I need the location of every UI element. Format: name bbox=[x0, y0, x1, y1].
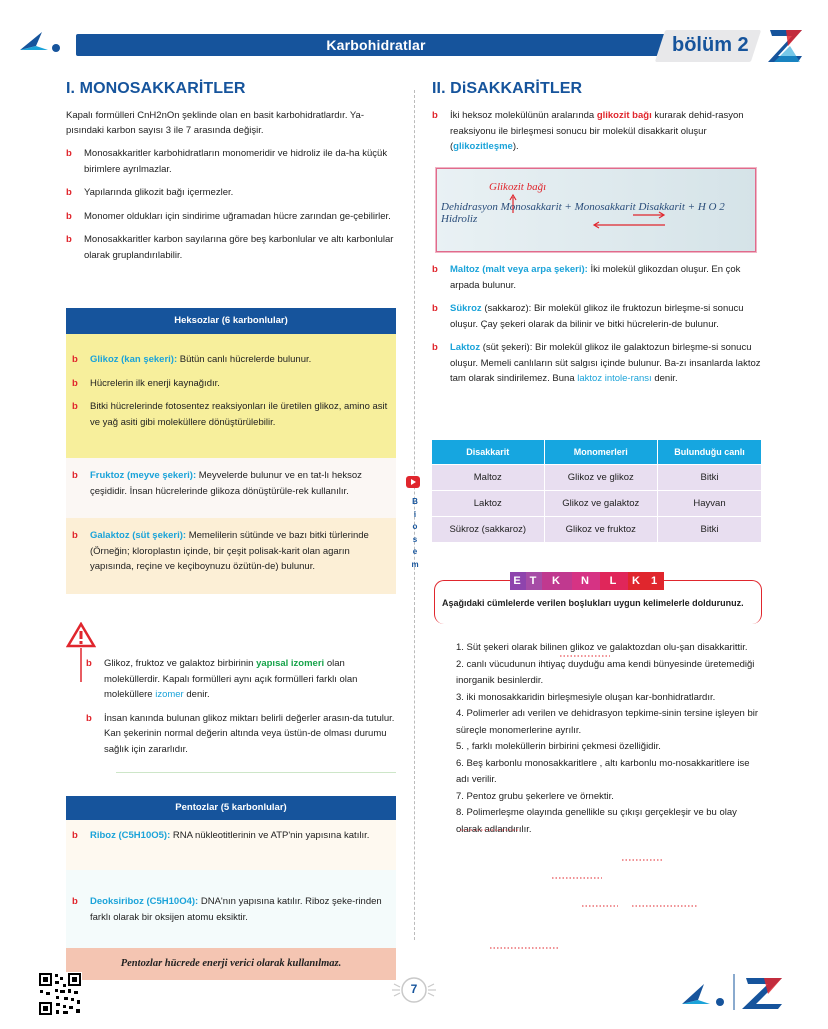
table-header: Bulunduğu canlı bbox=[658, 440, 762, 464]
activity-box bbox=[434, 572, 762, 626]
separator-line bbox=[116, 772, 396, 773]
list-item: b Maltoz (malt veya arpa şekeri): İki molekül glikozdan oluşur. En çok arpada bulunur. bbox=[432, 264, 741, 291]
biosem-label: B i o s e m bbox=[411, 497, 419, 569]
bullet-marker: b bbox=[66, 210, 72, 222]
list-item: b İnsan kanında bulunan glikoz miktarı belirli değerler arasın-da tutulur. Kan şekerinin normal değerin altında veya üstün-de olması durumu sağlık için zararlıdır. bbox=[86, 712, 395, 755]
table-cell: Glikoz ve fruktoz bbox=[544, 516, 658, 542]
table-cell: Glikoz ve galaktoz bbox=[544, 490, 658, 516]
list-item: 6. Beş karbonlu monosakkaritlere , altı karbonlu mo-nosakkaritlere ise adı verilir. bbox=[456, 757, 750, 785]
chapter-label: bölüm 2 bbox=[672, 34, 749, 56]
list-item: b Sükroz (sakkaroz): Bir molekül glikoz ile fruktozun birleşme-si sonucu oluşur. Çay şekeri olarak da bilinir ve bitki hücrelerin-de bulunur. bbox=[432, 303, 744, 330]
glucose-panel bbox=[66, 334, 396, 458]
ribose-panel bbox=[66, 820, 396, 870]
list-item: b Bitki hücrelerinde fotosentez reaksiyonları ile üretilen glikoz, amino asit ve yağ asiti gibi moleküllere dönüştürülebilir. bbox=[72, 401, 388, 428]
list-item: b Galaktoz (süt şekeri): Memelilerin sütünde ve bazı bitki türlerinde (Örneğin; kloroplastın içinde, bir çeşit polisak-karit olan agarın yapısında, reçine ve keçiboynuzu özütün-de) bulunur. bbox=[72, 530, 369, 572]
list-item: 5. , farklı moleküllerin birbirini çekmesi özelliğidir. bbox=[456, 741, 661, 752]
list-item: b Monomer oldukları için sindirime uğramadan hücre zarından ge-çebilirler. bbox=[66, 209, 396, 225]
hexoses-box bbox=[66, 308, 396, 594]
hydrolysis-label: Hidroliz bbox=[441, 213, 478, 225]
page-header bbox=[0, 26, 828, 66]
table-cell: Sükroz (sakkaroz) bbox=[432, 516, 544, 542]
table-header: Disakkarit bbox=[432, 440, 544, 464]
list-item: b İki heksoz molekülünün aralarında glikozit bağı kurarak dehid-rasyon reaksiyonu ile birleşmesi sonucu bir molekül disakkarit oluşur (glikozitleşme). bbox=[432, 110, 744, 152]
bullet-marker: b bbox=[66, 187, 72, 198]
activity-title: E T K N L K 1 bbox=[510, 572, 664, 590]
qr-code-icon[interactable] bbox=[38, 972, 82, 1016]
table-header: Monomerleri bbox=[544, 440, 658, 464]
video-play-icon[interactable] bbox=[406, 476, 420, 488]
column-divider-lower bbox=[414, 610, 415, 940]
monosaccharides-section bbox=[66, 80, 396, 263]
glycosidic-bond-label: Glikozit bağı bbox=[489, 181, 547, 193]
list-item: b Monosakkaritler karbohidratların monomeridir ve hidroliz ile da-ha küçük birimlere ayrılmazlar. bbox=[66, 148, 388, 175]
fructose-panel bbox=[66, 458, 396, 518]
deoxyribose-panel bbox=[66, 870, 396, 948]
section-heading-monosaccharides: I. MONOSAKKARİTLER bbox=[66, 80, 246, 97]
list-item: 2. canlı vücudunun ihtiyaç duyduğu ama kendi bünyesinde üretemediği inorganik besinlerdir. bbox=[456, 658, 755, 686]
table-cell: Glikoz ve glikoz bbox=[544, 464, 658, 490]
list-item: b Hücrelerin ilk enerji kaynağıdır. bbox=[72, 377, 220, 389]
disaccharide-table bbox=[432, 440, 762, 542]
disaccharide-types bbox=[432, 262, 762, 387]
answer-blank-lines bbox=[430, 640, 770, 960]
table-row bbox=[432, 490, 762, 516]
page-number: 7 bbox=[410, 982, 418, 996]
table-cell: Maltoz bbox=[432, 464, 544, 490]
list-item: 1. Süt şekeri olarak bilinen glikoz ve galaktozdan olu-şan disakkarittir. bbox=[456, 642, 748, 653]
page-title: Karbohidratlar bbox=[326, 37, 426, 53]
list-item: b Fruktoz (meyve şekeri): Meyvelerde bulunur ve en tat-lı heksoz çeşididir. İnsan hücrelerinde glikoza dönüştürüle-rek kullanılır. bbox=[72, 470, 362, 497]
list-item: 8. Polimerleşme olayında genellikle su çıkışı gerçekleşir ve bu olay olarak adlandırılır. bbox=[456, 807, 737, 835]
pentoses-footnote: Pentozlar hücrede enerji verici olarak kullanılmaz. bbox=[66, 948, 396, 980]
list-item: b Riboz (C5H10O5): RNA nükleotitlerinin ve ATP'nin yapısına katılır. bbox=[72, 830, 370, 841]
list-item: b Glikoz, fruktoz ve galaktoz birbirinin yapısal izomeri olan moleküllerdir. Kapalı formülleri aynı açık formülleri farklı olan moleküllere izomer denir. bbox=[86, 658, 358, 700]
activity-question: Aşağıdaki cümlelerde verilen boşlukları uygun kelimelerle doldurunuz. bbox=[442, 598, 744, 608]
pentoses-box bbox=[66, 796, 396, 980]
list-item: b Monosakkaritler karbon sayılarına göre beş karbonlular ve altı karbonlular olarak gruplandırılabilir. bbox=[66, 234, 394, 261]
table-cell: Hayvan bbox=[658, 490, 762, 516]
list-item: 3. iki monosakkaridin birleşmesiyle oluşan kar-bonhidratlardır. bbox=[456, 691, 716, 703]
list-item: b Deoksiriboz (C5H10O4): DNA'nın yapısına katılır. Riboz şeke-rinden farklı olarak bir oksijen atomu eksiktir. bbox=[72, 896, 382, 923]
table-cell: Laktoz bbox=[432, 490, 544, 516]
list-item: b Laktoz (süt şekeri): Bir molekül glikoz ile galaktozun birleşme-si sonucu oluşur. Memeli canlıların süt salgısı içinde bulunur. Ba-zı insanlarda laktoz tam olarak sindirilemez. Buna laktoz intole-ransı denir. bbox=[432, 342, 761, 384]
list-item: b Yapılarında glikozit bağı içermezler. bbox=[66, 185, 396, 201]
brand-arrow-logo-icon bbox=[18, 28, 62, 58]
bullet-marker: b bbox=[66, 234, 72, 245]
disaccharides-section bbox=[432, 80, 762, 155]
reaction-diagram bbox=[436, 168, 756, 252]
list-item: 7. Pentoz grubu şekerlere ve örnektir. bbox=[456, 790, 614, 802]
table-cell: Bitki bbox=[658, 464, 762, 490]
section-heading-disaccharides: II. DiSAKKARİTLER bbox=[432, 80, 583, 97]
hexoses-title: Heksozlar (6 karbonlular) bbox=[66, 308, 396, 334]
pentoses-title: Pentozlar (5 karbonlular) bbox=[66, 796, 396, 820]
list-item: b Glikoz (kan şekeri): Bütün canlı hücrelerde bulunur. bbox=[72, 354, 312, 365]
galactose-panel bbox=[66, 518, 396, 594]
table-cell: Bitki bbox=[658, 516, 762, 542]
bullet-marker: b bbox=[66, 148, 72, 159]
monosaccharides-intro: Kapalı formülleri CnH2nOn şeklinde olan en basit karbohidratlardır. Ya-pısındaki karbon sayısı 3 ile 7 arasında değişir. bbox=[66, 110, 365, 136]
page-title-bar bbox=[76, 34, 676, 56]
table-row bbox=[432, 464, 762, 490]
list-item: 4. Polimerler adı verilen ve dehidrasyon tepkime-sinin tersine işleyen bir süreçle monomerlerine ayrılır. bbox=[456, 708, 759, 736]
reaction-equation: Dehidrasyon Monosakkarit + Monosakkarit Disakkarit + H O 2 bbox=[441, 201, 725, 213]
table-row bbox=[432, 516, 762, 542]
footer-brand-logo-icon bbox=[676, 974, 796, 1010]
brand-z-logo-icon bbox=[766, 26, 806, 64]
page-number-badge bbox=[390, 974, 438, 1006]
